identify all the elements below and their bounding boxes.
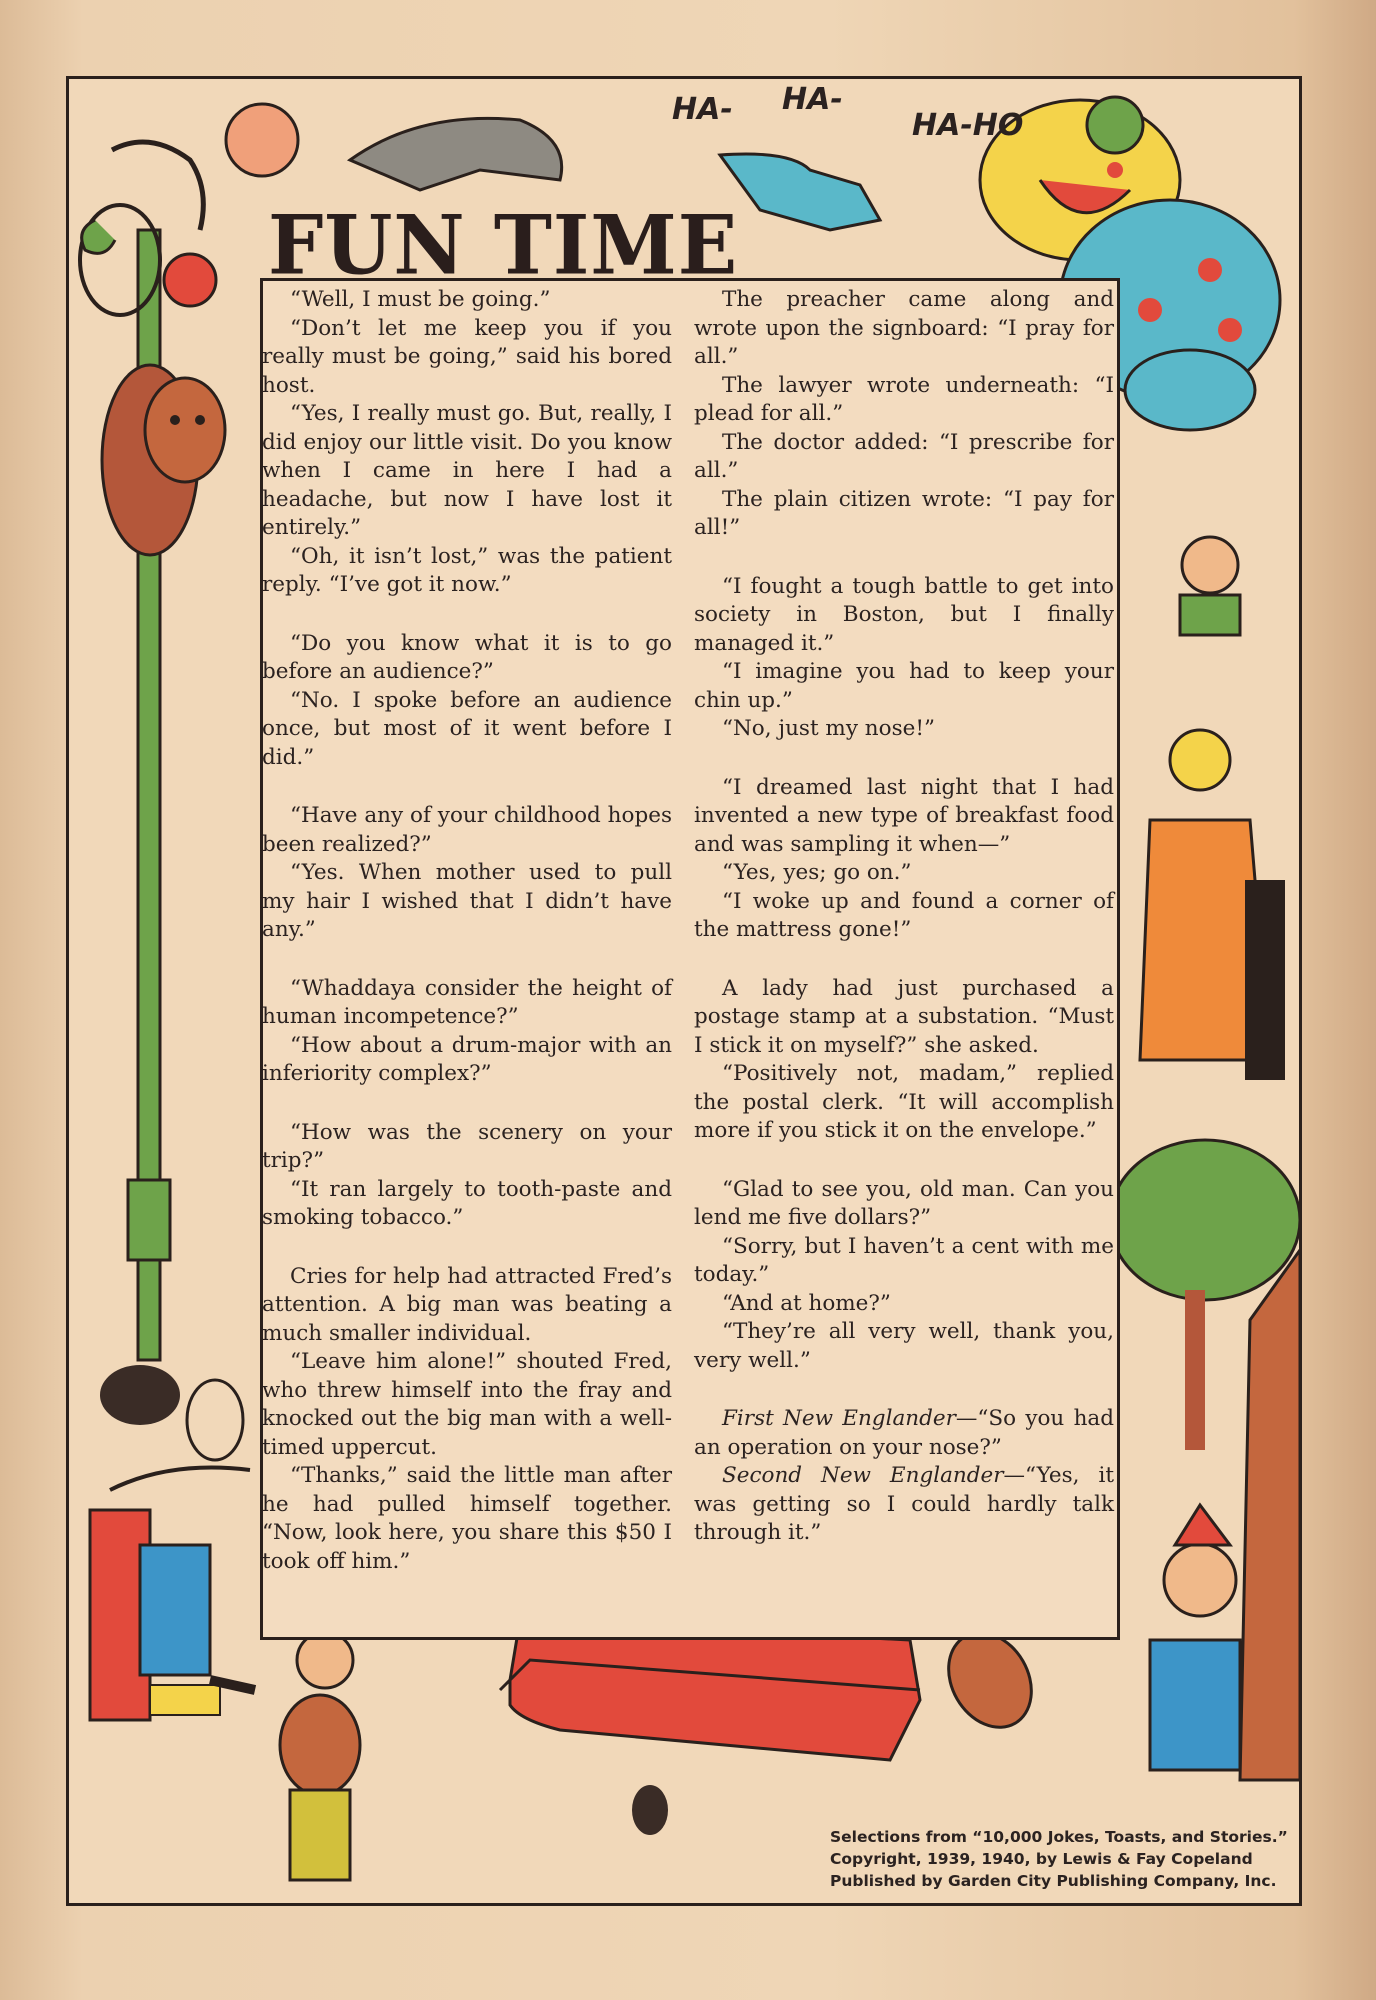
joke-line: The doctor added: “I prescribe for all.”: [694, 429, 1114, 483]
joke-line: “Do you know what it is to go before an audience?”: [262, 630, 672, 684]
cats-illustration: [100, 1365, 250, 1490]
face-illustration: [226, 104, 298, 176]
joke-line: “Yes, I really must go. But, really, I did enjoy our little visit. Do you know when I came in here I had a headache, but now I have lost it entirely.”: [262, 401, 672, 540]
joke-line: The preacher came along and wrote upon the signboard: “I pray for all.”: [694, 287, 1114, 369]
couple-illustration: [1140, 730, 1285, 1080]
haha-text-1: HA-: [672, 92, 733, 127]
joke-line: “And at home?”: [722, 1290, 891, 1316]
joke-line: “I woke up and found a corner of the mattress gone!”: [694, 888, 1114, 942]
joke-line: “Thanks,” said the little man after he had pulled himself together. “Now, look here, you share this $50 I took off him.”: [262, 1463, 672, 1574]
credit-line: Published by Garden City Publishing Company, Inc.: [830, 1872, 1277, 1890]
haha-text-2: HA-: [782, 82, 843, 117]
joke-line: “They’re all very well, thank you, very well.”: [694, 1319, 1114, 1373]
joke-line: “I dreamed last night that I had invented a new type of breakfast food and was sampling it when—”: [694, 774, 1114, 857]
joke-line: “Yes. When mother used to pull my hair I wished that I didn’t have any.”: [262, 860, 672, 942]
dog-illustration: [102, 365, 225, 555]
joke: [262, 802, 672, 945]
joke-line: “Oh, it isn’t lost,” was the patient reply. “I’ve got it now.”: [262, 543, 672, 597]
joke: [694, 1176, 1114, 1376]
sign-illustration: [90, 1510, 220, 1720]
joke-line: “How about a drum-major with an inferiority complex?”: [262, 1032, 672, 1086]
joke-line: “I imagine you had to keep your chin up.”: [694, 659, 1114, 713]
joke: [694, 286, 1114, 543]
dialogue-2: —“Yes, it was getting so I could hardly talk through it.”: [694, 1463, 1114, 1545]
joke-line: “Sorry, but I haven’t a cent with me today.”: [694, 1233, 1114, 1287]
ant-illustration: [350, 118, 562, 190]
joke-line: “No. I spoke before an audience once, but most of it went before I did.”: [262, 687, 672, 770]
credit-line: Copyright, 1939, 1940, by Lewis & Fay Copeland: [830, 1850, 1253, 1868]
joke-line: “Don’t let me keep you if you really must be going,” said his bored host.: [262, 315, 672, 398]
joke-line: “Have any of your childhood hopes been realized?”: [262, 803, 672, 857]
joke-line: [694, 1405, 1114, 1462]
joke-line: Cries for help had attracted Fred’s attention. A big man was beating a much smaller individual.: [262, 1263, 672, 1346]
joke-line: The lawyer wrote underneath: “I plead for all.”: [694, 372, 1114, 426]
joke: [262, 975, 672, 1089]
credit-line: Selections from “10,000 Jokes, Toasts, and Stories.”: [830, 1828, 1288, 1846]
sofa-illustration: [500, 1620, 920, 1835]
joke: [262, 630, 672, 773]
joke-line: The plain citizen wrote: “I pay for all!”: [694, 486, 1114, 540]
joke-line: A lady had just purchased a postage stamp at a substation. “Must I stick it on myself?” she asked.: [694, 975, 1114, 1058]
joke-line: “It ran largely to tooth-paste and smoking tobacco.”: [262, 1176, 672, 1230]
haha-text-3: HA-HO: [912, 108, 1024, 143]
joke-line: “Yes, yes; go on.”: [722, 860, 912, 885]
joke-line: “Glad to see you, old man. Can you lend me five dollars?”: [694, 1176, 1114, 1230]
joke-line: “I fought a tough battle to get into society in Boston, but I finally managed it.”: [694, 573, 1114, 656]
page-title: FUN TIME: [268, 197, 739, 294]
joke: [262, 1119, 672, 1233]
joke-line: “Whaddaya consider the height of human incompetence?”: [262, 975, 672, 1029]
right-column: [694, 286, 1114, 1578]
joke: [262, 1263, 672, 1577]
lamp-post-illustration: [80, 142, 216, 1360]
joke: [694, 975, 1114, 1146]
speaker-1: First New Englander: [722, 1406, 956, 1431]
joke-line: [694, 1462, 1114, 1548]
small-man-illustration: [1180, 537, 1240, 635]
joke-line: “No, just my nose!”: [722, 716, 935, 741]
joke: [694, 573, 1114, 744]
joke-line: “How was the scenery on your trip?”: [262, 1119, 672, 1173]
speaker-2: Second New Englander: [722, 1463, 1004, 1488]
dialogue-1: —“So you had an operation on your nose?”: [694, 1406, 1115, 1460]
joke-line: “Positively not, madam,” replied the postal clerk. “It will accomplish more if you stick it on the envelope.”: [694, 1061, 1114, 1143]
joke: [694, 774, 1114, 945]
joke: [262, 286, 672, 600]
left-column: [262, 286, 672, 1606]
joke-new-englanders: [694, 1405, 1114, 1548]
joke-line: “Well, I must be going.”: [290, 287, 551, 312]
copyright-credits: [830, 1826, 1300, 1892]
strongman-illustration: [210, 1632, 360, 1880]
joke-line: “Leave him alone!” shouted Fred, who threw himself into the fray and knocked out the big man with a well-timed uppercut.: [262, 1349, 672, 1460]
